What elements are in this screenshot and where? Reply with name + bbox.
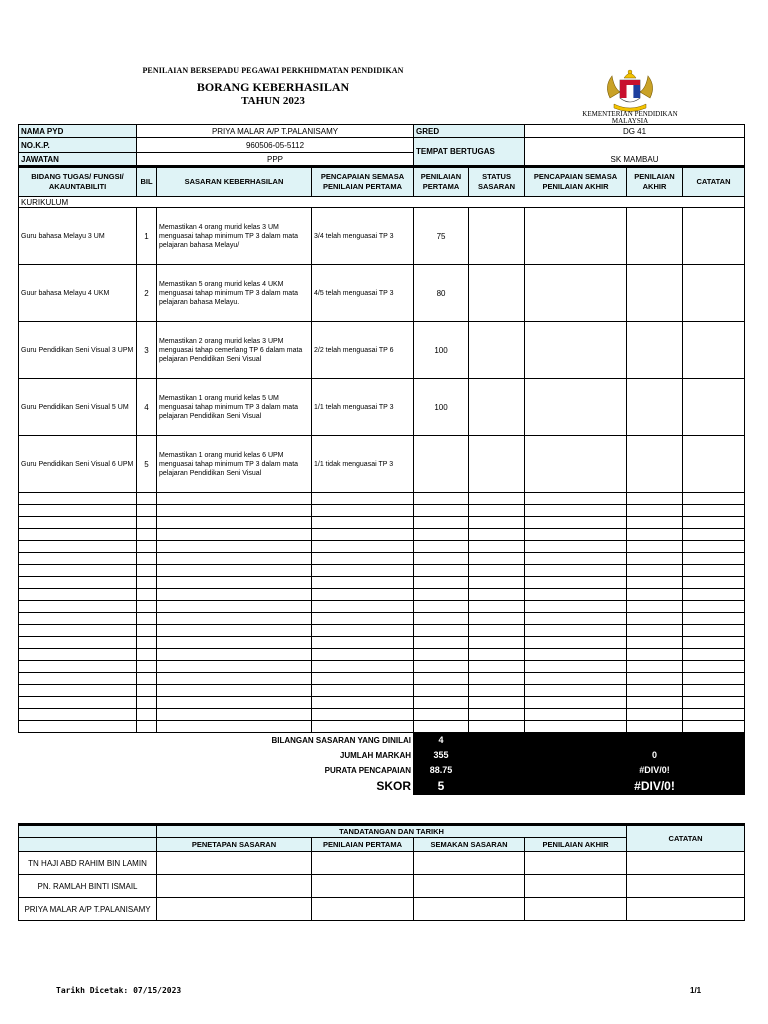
empty-row <box>19 673 745 685</box>
empty-row <box>19 493 745 505</box>
row-pencapaian: 3/4 telah menguasai TP 3 <box>312 208 414 265</box>
nama-label: NAMA PYD <box>19 125 137 138</box>
row-penilaian: 100 <box>414 379 469 436</box>
malaysia-crest-icon <box>600 68 660 114</box>
jumlah-akhir: 0 <box>627 748 683 763</box>
empty-row <box>19 625 745 637</box>
signatory-name: TN HAJI ABD RAHIM BIN LAMIN <box>19 852 157 875</box>
col-status: STATUS SASARAN <box>469 167 525 197</box>
jawatan-value: PPP <box>137 153 414 167</box>
empty-row <box>19 541 745 553</box>
empty-row <box>19 601 745 613</box>
table-row <box>19 265 745 322</box>
form-year: TAHUN 2023 <box>241 95 305 107</box>
signatory-name: PRIYA MALAR A/P T.PALANISAMY <box>19 898 157 921</box>
empty-row <box>19 721 745 733</box>
row-bil: 2 <box>137 265 157 322</box>
row-bidang: Guru bahasa Melayu 3 UM <box>19 208 137 265</box>
col-pencapaian-akhir: PENCAPAIAN SEMASA PENILAIAN AKHIR <box>525 167 627 197</box>
col-sasaran: SASARAN KEBERHASILAN <box>157 167 312 197</box>
row-bidang: Guur bahasa Melayu 4 UKM <box>19 265 137 322</box>
table-row <box>19 322 745 379</box>
tempat-label: TEMPAT BERTUGAS <box>414 138 525 167</box>
skor-pertama: 5 <box>414 778 469 795</box>
jawatan-label: JAWATAN <box>19 153 137 167</box>
row-pencapaian: 4/5 telah menguasai TP 3 <box>312 265 414 322</box>
tempat-value: SK MAMBAU <box>525 138 745 167</box>
purata-pertama: 88.75 <box>414 763 469 778</box>
row-sasaran: Memastikan 2 orang murid kelas 3 UPM menguasai tahap cemerlang TP 6 dalam mata pelajaran Pendidikan Seni Visual <box>157 322 312 379</box>
col-penilaian-pertama: PENILAIAN PERTAMA <box>414 167 469 197</box>
sig-col-penilaian-pertama: PENILAIAN PERTAMA <box>312 838 414 852</box>
empty-row <box>19 649 745 661</box>
row-pencapaian: 2/2 telah menguasai TP 6 <box>312 322 414 379</box>
table-row <box>19 436 745 493</box>
empty-row <box>19 565 745 577</box>
section-kurikulum: KURIKULUM <box>19 197 745 208</box>
row-bidang: Guru Pendidikan Seni Visual 6 UPM <box>19 436 137 493</box>
empty-row <box>19 589 745 601</box>
empty-row <box>19 709 745 721</box>
signature-title: TANDATANGAN DAN TARIKH <box>157 825 627 838</box>
signature-table <box>18 823 745 921</box>
row-sasaran: Memastikan 1 orang murid kelas 5 UM menguasai tahap minimum TP 3 dalam mata pelajaran Pendidikan Seni Visual <box>157 379 312 436</box>
form-heading: PENILAIAN BERSEPADU PEGAWAI PERKHIDMATAN PENDIDIKAN <box>142 66 404 75</box>
jumlah-pertama: 355 <box>414 748 469 763</box>
row-bil: 3 <box>137 322 157 379</box>
form-title: BORANG KEBERHASILAN <box>196 80 350 94</box>
jumlah-label: JUMLAH MARKAH <box>339 750 412 760</box>
empty-row <box>19 577 745 589</box>
table-row <box>19 379 745 436</box>
empty-row <box>19 517 745 529</box>
empty-row <box>19 529 745 541</box>
row-penilaian: 100 <box>414 322 469 379</box>
skor-label: SKOR <box>376 779 412 793</box>
row-bil: 1 <box>137 208 157 265</box>
row-bidang: Guru Pendidikan Seni Visual 5 UM <box>19 379 137 436</box>
gred-label: GRED <box>414 125 525 138</box>
nokp-label: NO.K.P. <box>19 138 137 153</box>
sig-col-penetapan: PENETAPAN SASARAN <box>157 838 312 852</box>
row-sasaran: Memastikan 4 orang murid kelas 3 UM menguasai tahap minimum TP 3 dalam mata pelajaran bahasa Melayu/ <box>157 208 312 265</box>
col-pencapaian-pertama: PENCAPAIAN SEMASA PENILAIAN PERTAMA <box>312 167 414 197</box>
empty-row <box>19 553 745 565</box>
empty-row <box>19 697 745 709</box>
col-penilaian-akhir: PENILAIAN AKHIR <box>627 167 683 197</box>
sig-col-semakan: SEMAKAN SASARAN <box>414 838 525 852</box>
row-penilaian <box>414 436 469 493</box>
empty-row <box>19 661 745 673</box>
bilangan-label: BILANGAN SASARAN YANG DINILAI <box>271 735 412 745</box>
nama-value: PRIYA MALAR A/P T.PALANISAMY <box>137 125 414 138</box>
empty-rows <box>19 493 745 733</box>
row-bil: 5 <box>137 436 157 493</box>
gred-value: DG 41 <box>525 125 745 138</box>
print-date: Tarikh Dicetak: 07/15/2023 <box>56 986 182 995</box>
empty-row <box>19 613 745 625</box>
col-catatan: CATATAN <box>683 167 745 197</box>
row-bil: 4 <box>137 379 157 436</box>
col-bidang: BIDANG TUGAS/ FUNGSI/ AKAUNTABILITI <box>19 167 137 197</box>
skor-akhir: #DIV/0! <box>627 778 683 795</box>
row-penilaian: 75 <box>414 208 469 265</box>
nokp-value: 960506-05-5112 <box>137 138 414 153</box>
row-penilaian: 80 <box>414 265 469 322</box>
row-pencapaian: 1/1 tidak menguasai TP 3 <box>312 436 414 493</box>
keberhasilan-table <box>18 124 745 795</box>
purata-akhir: #DIV/0! <box>627 763 683 778</box>
row-sasaran: Memastikan 5 orang murid kelas 4 UKM menguasai tahap minimum TP 3 dalam mata pelajaran bahasa Melayu. <box>157 265 312 322</box>
crest-caption: KEMENTERIAN PENDIDIKAN MALAYSIA <box>582 110 678 125</box>
row-sasaran: Memastikan 1 orang murid kelas 6 UPM menguasai tahap minimum TP 3 dalam mata pelajaran Pendidikan Seni Visual <box>157 436 312 493</box>
empty-row <box>19 637 745 649</box>
purata-label: PURATA PENCAPAIAN <box>324 765 412 775</box>
sig-col-penilaian-akhir: PENILAIAN AKHIR <box>525 838 627 852</box>
signature-catatan: CATATAN <box>627 825 745 852</box>
page-number: 1/1 <box>690 986 702 995</box>
empty-row <box>19 685 745 697</box>
row-pencapaian: 1/1 telah menguasai TP 3 <box>312 379 414 436</box>
signatory-name: PN. RAMLAH BINTI ISMAIL <box>19 875 157 898</box>
row-bidang: Guru Pendidikan Seni Visual 3 UPM <box>19 322 137 379</box>
table-row <box>19 208 745 265</box>
bilangan-pertama: 4 <box>414 733 469 748</box>
col-bil: BIL <box>137 167 157 197</box>
empty-row <box>19 505 745 517</box>
